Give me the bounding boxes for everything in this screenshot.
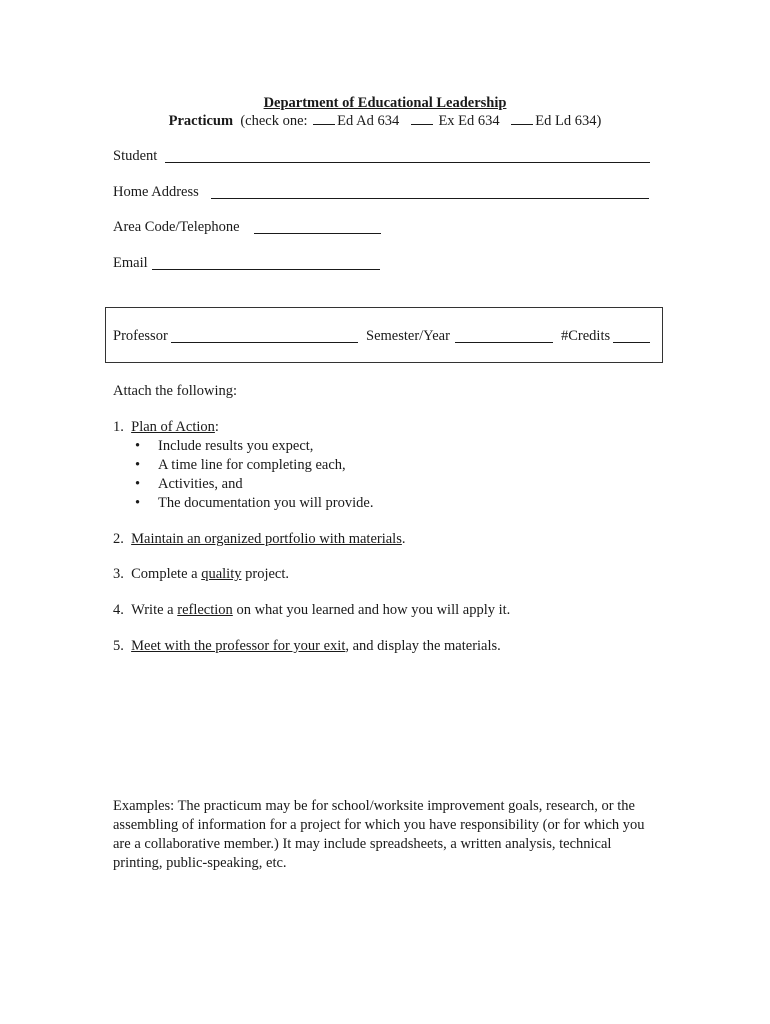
option-2-checkbox-blank[interactable] [411,112,433,125]
form-title: Department of Educational Leadership [263,95,507,111]
bullet-icon: • [135,457,141,473]
list-item: 5. Meet with the professor for your exit, and display the materials. [113,638,501,654]
phone-label: Area Code/Telephone [113,219,240,235]
student-field[interactable] [165,162,650,163]
option-3-label: Ed Ld 634) [535,113,602,129]
email-label: Email [113,255,148,271]
list-item: 3. Complete a quality project. [113,566,289,582]
practicum-label: Practicum [168,113,234,129]
option-3-checkbox-blank[interactable] [511,112,533,125]
check-one-label: (check one: [240,113,308,129]
list-item: Activities, and [158,476,243,492]
list-item: 2. Maintain an organized portfolio with materials. [113,531,406,547]
phone-field[interactable] [254,233,381,234]
option-2-label: Ex Ed 634 [438,113,500,129]
home-address-label: Home Address [113,184,199,200]
option-1-checkbox-blank[interactable] [313,112,335,125]
credits-label: #Credits [561,328,611,344]
option-1-label: Ed Ad 634 [337,113,400,129]
professor-field[interactable] [171,342,358,343]
semester-label: Semester/Year [366,328,450,344]
plan-of-action-link: Plan of Action [131,419,215,435]
bullet-icon: • [135,438,141,454]
email-field[interactable] [152,269,380,270]
practicum-line [0,112,770,130]
list-item: 1. Plan of Action: [113,419,219,435]
credits-field[interactable] [613,342,650,343]
examples-paragraph: Examples: The practicum may be for school/worksite improvement goals, research, or the assembling of information for a project for which you have responsibility (or for which you are a collaborative member.) It may include spreadsheets, a written analysis, technical printing, public-speaking, etc. [113,798,645,871]
list-item: 4. Write a reflection on what you learned and how you will apply it. [113,602,511,618]
list-item: A time line for completing each, [158,457,346,473]
list-item: The documentation you will provide. [158,495,374,511]
bullet-icon: • [135,495,141,511]
professor-label: Professor [113,328,168,344]
home-address-field[interactable] [211,198,649,199]
bullet-icon: • [135,476,141,492]
semester-field[interactable] [455,342,553,343]
student-label: Student [113,148,158,164]
list-item: Include results you expect, [158,438,314,454]
attach-heading: Attach the following: [113,383,238,399]
